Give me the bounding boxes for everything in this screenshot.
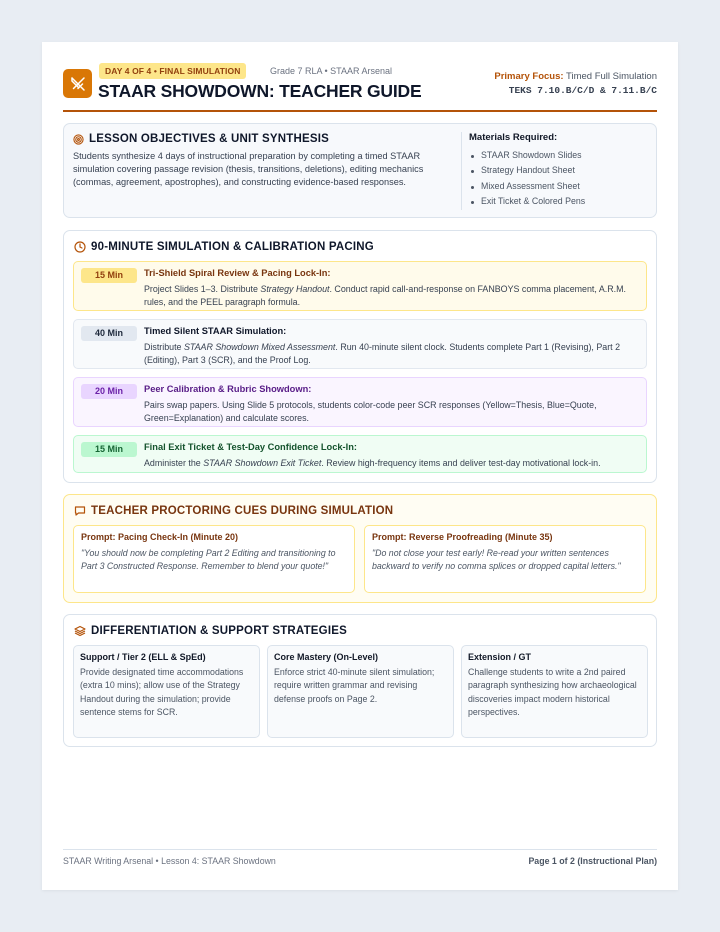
pacing-row-description [144, 457, 640, 470]
desc-part: . Review high-frequency items and deliver test-day motivational lock-in. [321, 458, 601, 468]
layers-icon [74, 625, 86, 637]
cue-title: Prompt: Reverse Proofreading (Minute 35) [372, 532, 553, 542]
target-icon [73, 134, 84, 145]
grade-tag: Grade 7 RLA • STAAR Arsenal [270, 66, 393, 76]
header [63, 63, 657, 112]
footer [63, 849, 657, 866]
pacing-row [73, 435, 647, 473]
pacing-row-description [144, 341, 640, 367]
proctoring-heading-text: TEACHER PROCTORING CUES DURING SIMULATION [91, 505, 394, 517]
chat-bubble-icon [74, 505, 86, 517]
pacing-row-title: Timed Silent STAAR Simulation: [144, 326, 287, 336]
pacing-row-title: Final Exit Ticket & Test-Day Confidence Lock-In: [144, 442, 358, 452]
differentiation-tier [73, 645, 260, 738]
materials-list [469, 148, 651, 209]
differentiation-heading-text: DIFFERENTIATION & SUPPORT STRATEGIES [91, 625, 347, 637]
time-badge: 40 Min [81, 326, 137, 341]
materials-heading: Materials Required: [469, 132, 558, 143]
desc-part: Project Slides 1–3. Distribute [144, 284, 261, 294]
pacing-heading [74, 241, 374, 253]
footer-page-number: Page 1 of 2 (Instructional Plan) [528, 856, 657, 866]
objectives-heading-text: LESSON OBJECTIVES & UNIT SYNTHESIS [89, 133, 330, 145]
page-title: STAAR SHOWDOWN: TEACHER GUIDE [98, 81, 422, 101]
desc-part: Pairs swap papers. Using Slide 5 protocols, students color-code peer SCR responses (Yellow=Thesis, Blue=Quote, Green=Explanation) and calculate scores. [144, 400, 597, 423]
differentiation-tier [461, 645, 648, 738]
desc-part: . Run 40-minute silent clock. Students complete Part 1 (Revising), Part 2 (Editing), Part 3 (SCR), and the Proof Log. [144, 342, 621, 365]
objectives-body: Students synthesize 4 days of instructional preparation by completing a timed STAAR simulation covering passage revision (thesis, transitions, deletions), editing mechanics (commas, agreement, apostrophes), and constructing evidence-based responses. [73, 151, 424, 188]
desc-emphasis: STAAR Showdown Exit Ticket [203, 458, 322, 468]
differentiation-tier [267, 645, 454, 738]
pacing-card [63, 230, 657, 483]
differentiation-card [63, 614, 657, 747]
objectives-heading [73, 133, 458, 145]
day-tag: DAY 4 OF 4 • FINAL SIMULATION [99, 63, 246, 79]
pacing-row-title: Tri-Shield Spiral Review & Pacing Lock-In: [144, 268, 331, 278]
focus-value: Timed Full Simulation [566, 71, 657, 82]
differentiation-heading [74, 625, 347, 637]
pacing-row-description [144, 399, 640, 425]
cue-quote: "Do not close your test early! Re-read your written sentences backward to verify no comma splices or dropped capital letters." [372, 548, 621, 572]
time-badge: 20 Min [81, 384, 137, 399]
clock-icon [74, 241, 86, 253]
teks-codes: TEKS 7.10.B/C/D & 7.11.B/C [508, 85, 657, 96]
pacing-heading-text: 90-MINUTE SIMULATION & CALIBRATION PACING [91, 241, 374, 253]
proctoring-heading [74, 505, 393, 517]
desc-emphasis: Strategy Handout [260, 284, 330, 294]
tier-body: Provide designated time accommodations (extra 10 mins); allow use of the Strategy Handout during the simulation; provide sentence stems for SCR. [80, 667, 244, 717]
tier-title: Extension / GT [468, 652, 532, 662]
materials-item: Mixed Assessment Sheet [469, 179, 651, 194]
time-badge: 15 Min [81, 442, 137, 457]
proctoring-cue [364, 525, 646, 593]
materials-panel [461, 132, 651, 210]
primary-focus [494, 71, 657, 82]
document-page [42, 42, 678, 890]
pacing-row [73, 261, 647, 311]
tier-body: Enforce strict 40-minute silent simulation; require written grammar and revising defense proofs on Page 2. [274, 667, 435, 704]
materials-item: Exit Ticket & Colored Pens [469, 194, 651, 209]
desc-part: Distribute [144, 342, 184, 352]
proctoring-card [63, 494, 657, 603]
pacing-row [73, 319, 647, 369]
objectives-card [63, 123, 657, 218]
materials-item: Strategy Handout Sheet [469, 163, 651, 178]
tier-title: Support / Tier 2 (ELL & SpEd) [80, 652, 206, 662]
cue-title: Prompt: Pacing Check-In (Minute 20) [81, 532, 239, 542]
tier-body: Challenge students to write a 2nd paired paragraph synthesizing how archaeological discoveries impact modern historical perspectives. [468, 667, 637, 717]
swords-icon [63, 69, 92, 98]
footer-left: STAAR Writing Arsenal • Lesson 4: STAAR Showdown [63, 856, 276, 866]
focus-label: Primary Focus: [494, 71, 564, 82]
desc-emphasis: STAAR Showdown Mixed Assessment [183, 342, 336, 352]
pacing-row-description [144, 283, 640, 309]
pacing-row-title: Peer Calibration & Rubric Showdown: [144, 384, 312, 394]
pacing-row [73, 377, 647, 427]
cue-quote: "You should now be completing Part 2 Editing and transitioning to Part 3 Constructed Response. Remember to blend your quote!" [81, 548, 336, 572]
proctoring-cue [73, 525, 355, 593]
time-badge: 15 Min [81, 268, 137, 283]
tier-title: Core Mastery (On-Level) [274, 652, 379, 662]
desc-part: Administer the [144, 458, 204, 468]
materials-item: STAAR Showdown Slides [469, 148, 651, 163]
desc-part: . Conduct rapid call-and-response on FANBOYS comma placement, A.R.M. rules, and the PEEL paragraph formula. [144, 284, 626, 307]
